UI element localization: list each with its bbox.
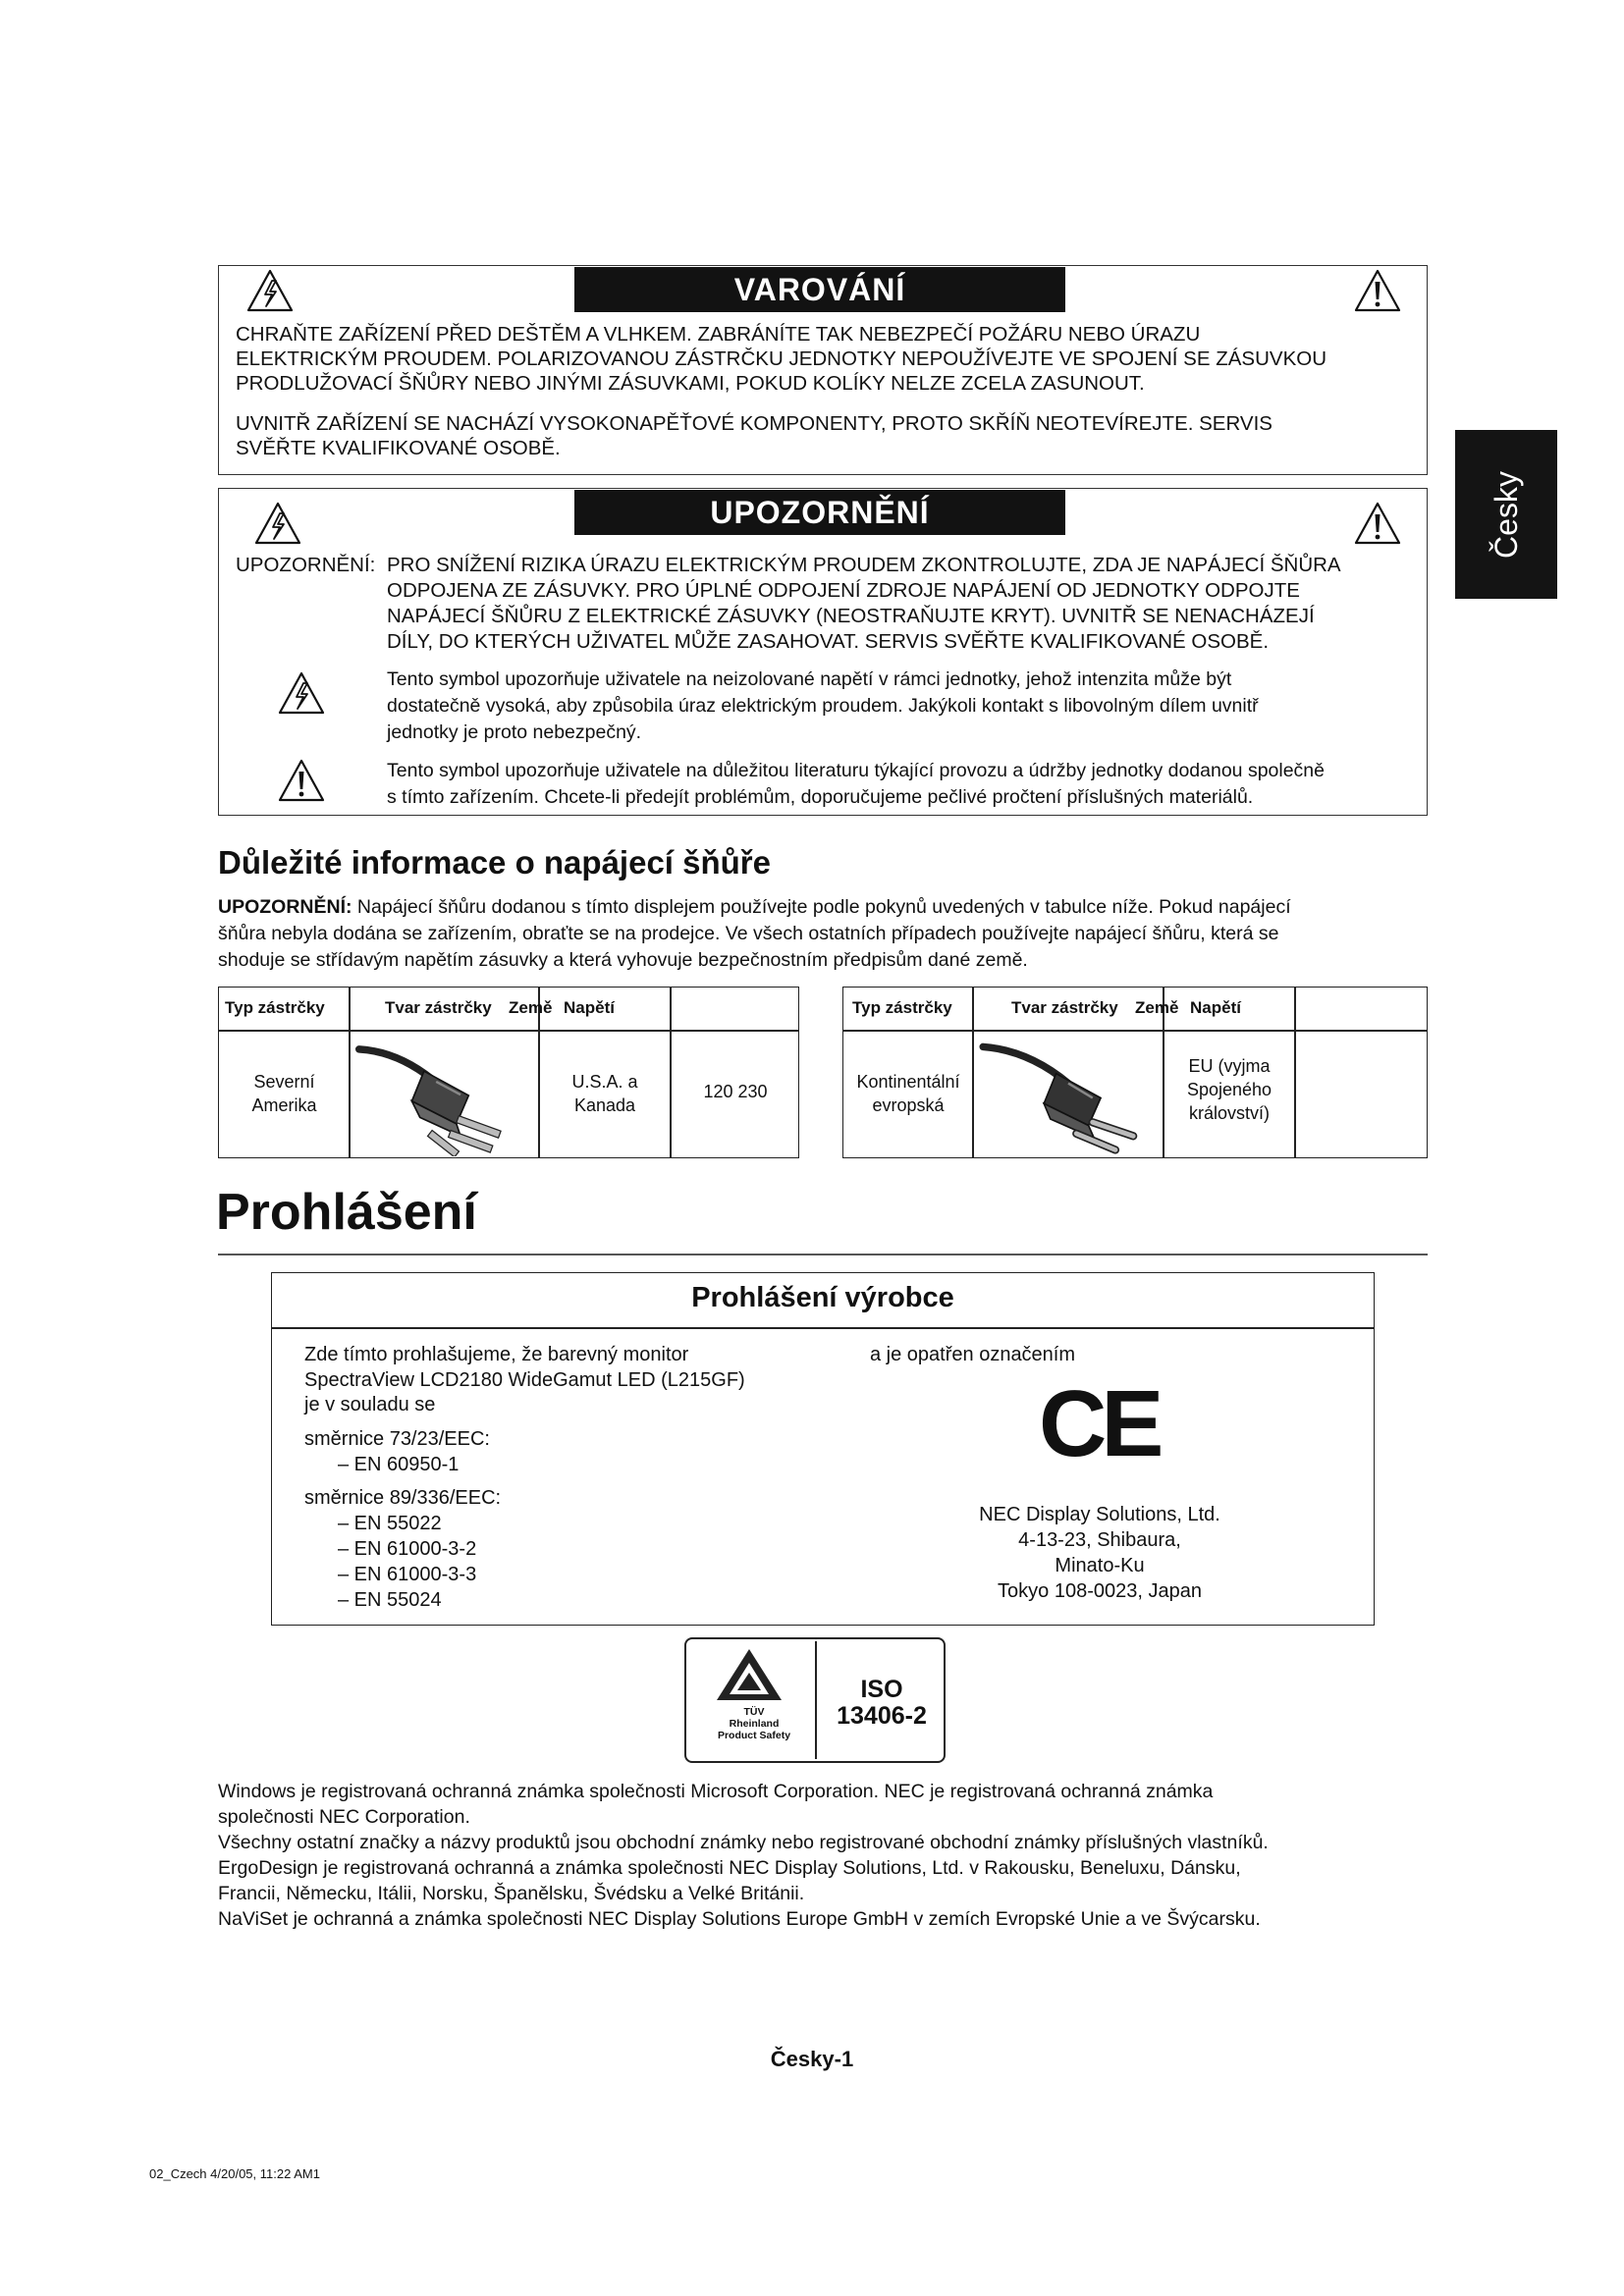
cord-intro-line1: [218, 894, 1291, 921]
tuv-triangle-icon: [713, 1645, 785, 1704]
warning-banner: VAROVÁNÍ: [574, 267, 1065, 312]
directive-2: směrnice 89/336/EEC:: [304, 1487, 502, 1509]
warning-text-line4: UVNITŘ ZAŘÍZENÍ SE NACHÁZÍ VYSOKONAPĚŤOVÉ KOMPONENTY, PROTO SKŘÍŇ NEOTEVÍREJTE. SERVIS: [236, 412, 1272, 435]
caution-banner: UPOZORNĚNÍ: [574, 490, 1065, 535]
declaration-heading: Prohlášení: [216, 1184, 477, 1241]
header-country-left: Země: [509, 998, 553, 1017]
plug-type-continental-europe: Kontinentální evropská: [856, 1072, 960, 1115]
iso-label: ISO 13406-2: [837, 1676, 927, 1730]
exclamation-explanation-line1: Tento symbol upozorňuje uživatele na důležitou literaturu týkající provozu a údržby jednotky dodanou společně: [387, 760, 1325, 781]
ce-mark: CE: [1039, 1371, 1159, 1476]
cord-intro-line3: shoduje se střídavým napětím zásuvky a která vyhovuje bezpečnostním předpisům dané země.: [218, 949, 1028, 971]
exclamation-warning-icon: [1353, 268, 1402, 313]
lightning-caution-icon: [253, 501, 302, 546]
directive-2-item2: – EN 61000-3-2: [338, 1538, 477, 1560]
plug-type-north-america: Severní Amerika: [251, 1072, 317, 1115]
caution-text-line4: DÍLY, DO KTERÝCH UŽIVATEL MŮŽE ZASAHOVAT. SERVIS SVĚŘTE KVALIFIKOVANÉ OSOBĚ.: [387, 630, 1270, 653]
exclamation-symbol-icon: [277, 758, 326, 803]
decl-left-line1: Zde tímto prohlašujeme, že barevný monitor: [304, 1344, 689, 1365]
warning-text-line2: ELEKTRICKÝM PROUDEM. POLARIZOVANOU ZÁSTRČKU JEDNOTKY NEPOUŽÍVEJTE VE SPOJENÍ SE ZÁSUVKOU: [236, 347, 1326, 370]
lightning-explanation-line3: jednotky je proto nebezpečný.: [387, 721, 642, 743]
decl-left-line3: je v souladu se: [304, 1394, 436, 1415]
caution-text-line3: NAPÁJECÍ ŠŇŮRU Z ELEKTRICKÉ ZÁSUVKY (NEOSTRAŇUJTE KRYT). UVNITŘ SE NENACHÁZEJÍ: [387, 605, 1315, 627]
trademark-line2: společnosti NEC Corporation.: [218, 1806, 470, 1828]
declaration-box-title: Prohlášení výrobce: [691, 1282, 954, 1313]
company-name: NEC Display Solutions, Ltd.: [979, 1504, 1220, 1525]
header-voltage-right: Napětí: [1190, 998, 1241, 1017]
directive-2-item1: – EN 55022: [338, 1513, 442, 1534]
warning-text-line5: SVĚŘTE KVALIFIKOVANÉ OSOBĚ.: [236, 437, 561, 459]
directive-1-item1: – EN 60950-1: [338, 1454, 460, 1475]
cord-intro-text1: Napájecí šňůru dodanou s tímto displejem používejte podle pokynů uvedených v tabulce níže. Pokud napájecí: [356, 896, 1291, 918]
trademark-line3: Všechny ostatní značky a názvy produktů jsou obchodní známky nebo registrované obchodní známky příslušných vlastníků.: [218, 1832, 1269, 1853]
cord-intro-line2: šňůra nebyla dodána se zařízením, obraťte se na prodejce. Ve všech ostatních případech používejte napájecí šňůru, která se: [218, 923, 1279, 944]
caution-text-line1: PRO SNÍŽENÍ RIZIKA ÚRAZU ELEKTRICKÝM PROUDEM ZKONTROLUJTE, ZDA JE NAPÁJECÍ ŠŇŮRA: [387, 554, 1341, 576]
directive-1: směrnice 73/23/EEC:: [304, 1428, 490, 1450]
page-number: Česky-1: [770, 2047, 854, 2071]
voltage-value: 120 230: [703, 1082, 768, 1101]
lightning-warning-icon: [245, 268, 295, 313]
warning-text-line3: PRODLUŽOVACÍ ŠŇŮRY NEBO JINÝMI ZÁSUVKAMI, POKUD KOLÍKY NELZE ZCELA ZASUNOUT.: [236, 372, 1145, 395]
caution-label: UPOZORNĚNÍ:: [236, 554, 376, 576]
warning-text-line1: CHRAŇTE ZAŘÍZENÍ PŘED DEŠTĚM A VLHKEM. ZABRÁNÍTE TAK NEBEZPEČÍ POŽÁRU NEBO ÚRAZU: [236, 323, 1201, 346]
header-plug-shape-right: Tvar zástrčky: [1011, 998, 1118, 1017]
tuv-label: TÜV Rheinland Product Safety: [717, 1706, 791, 1741]
trademark-line4: ErgoDesign je registrovaná ochranná a známka společnosti NEC Display Solutions, Ltd. v Rakousku, Beneluxu, Dánsku,: [218, 1857, 1241, 1879]
header-country-right: Země: [1135, 998, 1179, 1017]
company-address-line1: 4-13-23, Shibaura,: [1018, 1529, 1181, 1551]
directive-2-item4: – EN 55024: [338, 1589, 442, 1611]
header-plug-shape-left: Tvar zástrčky: [385, 998, 492, 1017]
heading-rule: [218, 1254, 1428, 1255]
trademark-line5: Francii, Německu, Itálii, Norsku, Španělsku, Švédsku a Velké Británii.: [218, 1883, 805, 1904]
header-plug-type-right: Typ zástrčky: [852, 998, 952, 1017]
lightning-symbol-icon: [277, 670, 326, 716]
directive-2-item3: – EN 61000-3-3: [338, 1564, 477, 1585]
header-voltage-left: Napětí: [564, 998, 615, 1017]
cord-caution-label: UPOZORNĚNÍ:: [218, 896, 352, 918]
lightning-explanation-line1: Tento symbol upozorňuje uživatele na neizolované napětí v rámci jednotky, jehož intenzita může být: [387, 668, 1232, 690]
company-address-line3: Tokyo 108-0023, Japan: [998, 1580, 1202, 1602]
country-eu: EU (vyjma Spojeného království): [1186, 1056, 1272, 1123]
ce-marked-text: a je opatřen označením: [870, 1344, 1076, 1365]
lightning-explanation-line2: dostatečně vysoká, aby způsobila úraz elektrickým proudem. Jakýkoli kontakt s libovolným dílem uvnitř: [387, 695, 1259, 717]
print-stamp: 02_Czech 4/20/05, 11:22 AM1: [149, 2166, 320, 2181]
caution-text-line2: ODPOJENA ZE ZÁSUVKY. PRO ÚPLNÉ ODPOJENÍ ZDROJE NAPÁJENÍ OD JEDNOTKY ODPOJTE: [387, 579, 1300, 602]
exclamation-caution-icon: [1353, 501, 1402, 546]
exclamation-explanation-line2: s tímto zařízením. Chcete-li předejít problémům, doporučujeme pečlivé pročtení příslušných materiálů.: [387, 786, 1254, 808]
header-plug-type-left: Typ zástrčky: [225, 998, 325, 1017]
trademark-line6: NaViSet je ochranná a známka společnosti NEC Display Solutions Europe GmbH v zemích Evropské Unie a ve Švýcarsku.: [218, 1908, 1261, 1930]
us-plug-image: [353, 1035, 535, 1156]
language-side-tab: [1455, 430, 1557, 599]
trademark-line1: Windows je registrovaná ochranná známka společnosti Microsoft Corporation. NEC je registrovaná ochranná známka: [218, 1781, 1214, 1802]
eu-plug-image: [976, 1035, 1161, 1156]
company-address-line2: Minato-Ku: [1055, 1555, 1145, 1576]
country-usa-canada: U.S.A. a Kanada: [571, 1072, 638, 1115]
decl-model-line: SpectraView LCD2180 WideGamut LED (L215GF): [304, 1369, 745, 1391]
side-tab-label: Česky: [1488, 470, 1524, 559]
cord-heading: Důležité informace o napájecí šňůře: [218, 844, 771, 881]
